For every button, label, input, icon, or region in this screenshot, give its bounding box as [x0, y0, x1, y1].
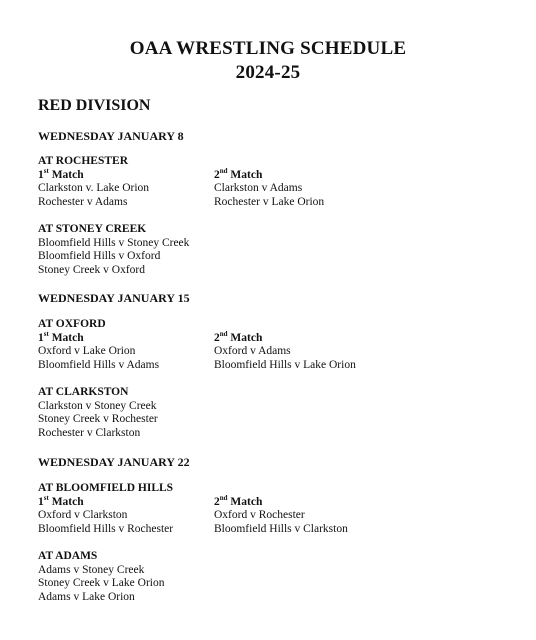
bout-line: Clarkston v. Lake Orion	[38, 182, 150, 195]
bout-line: Bloomfield Hills v Rochester	[38, 523, 174, 536]
match-heading: 2nd Match	[214, 166, 263, 181]
bout-line: Stoney Creek v Lake Orion	[38, 577, 165, 590]
second-match-block	[214, 329, 356, 373]
bout-line: Oxford v Rochester	[214, 509, 305, 522]
match-heading: 1st Match	[38, 166, 84, 181]
site-location: AT ADAMS	[38, 550, 98, 562]
bout-line: Oxford v Lake Orion	[38, 345, 136, 358]
bout-line: Stoney Creek v Oxford	[38, 264, 145, 277]
bout-line: Bloomfield Hills v Adams	[38, 359, 160, 372]
bout-line: Oxford v Clarkston	[38, 509, 128, 522]
second-match-block	[214, 493, 348, 537]
season-subtitle: 2024-25	[235, 62, 301, 83]
match-heading: 1st Match	[38, 493, 84, 508]
site-location: AT ROCHESTER	[38, 155, 129, 167]
site-location: AT BLOOMFIELD HILLS	[38, 482, 174, 494]
page-title: OAA WRESTLING SCHEDULE	[129, 38, 407, 59]
match-heading: 2nd Match	[214, 329, 263, 344]
site-block-adams	[38, 550, 164, 605]
bout-line: Rochester v Lake Orion	[214, 196, 325, 209]
bout-line: Bloomfield Hills v Oxford	[38, 250, 161, 263]
week-date-heading: WEDNESDAY JANUARY 8	[38, 129, 184, 143]
site-location: AT STONEY CREEK	[38, 223, 147, 235]
second-match-block	[214, 166, 325, 210]
bout-line: Stoney Creek v Rochester	[38, 413, 158, 426]
bout-line: Adams v Stoney Creek	[38, 563, 145, 576]
site-block-clarkston	[38, 386, 158, 441]
week-date-heading: WEDNESDAY JANUARY 15	[38, 291, 190, 305]
site-block-oxford	[38, 318, 159, 373]
site-location: AT CLARKSTON	[38, 386, 129, 398]
site-block-bloomfield-hills	[38, 482, 173, 537]
bout-line: Rochester v Adams	[38, 196, 128, 209]
bout-line: Bloomfield Hills v Stoney Creek	[38, 236, 190, 249]
bout-line: Clarkston v Stoney Creek	[38, 399, 157, 412]
bout-line: Bloomfield Hills v Clarkston	[214, 523, 348, 536]
site-block-stoney-creek	[38, 223, 189, 278]
site-location: AT OXFORD	[38, 318, 106, 330]
bout-line: Rochester v Clarkston	[38, 427, 141, 440]
bout-line: Oxford v Adams	[214, 345, 291, 358]
match-heading: 2nd Match	[214, 493, 263, 508]
bout-line: Adams v Lake Orion	[38, 591, 135, 604]
bout-line: Clarkston v Adams	[214, 182, 303, 195]
site-block-rochester	[38, 155, 149, 210]
week-date-heading: WEDNESDAY JANUARY 22	[38, 455, 190, 469]
bout-line: Bloomfield Hills v Lake Orion	[214, 359, 356, 372]
match-heading: 1st Match	[38, 329, 84, 344]
division-heading: RED DIVISION	[38, 97, 151, 114]
